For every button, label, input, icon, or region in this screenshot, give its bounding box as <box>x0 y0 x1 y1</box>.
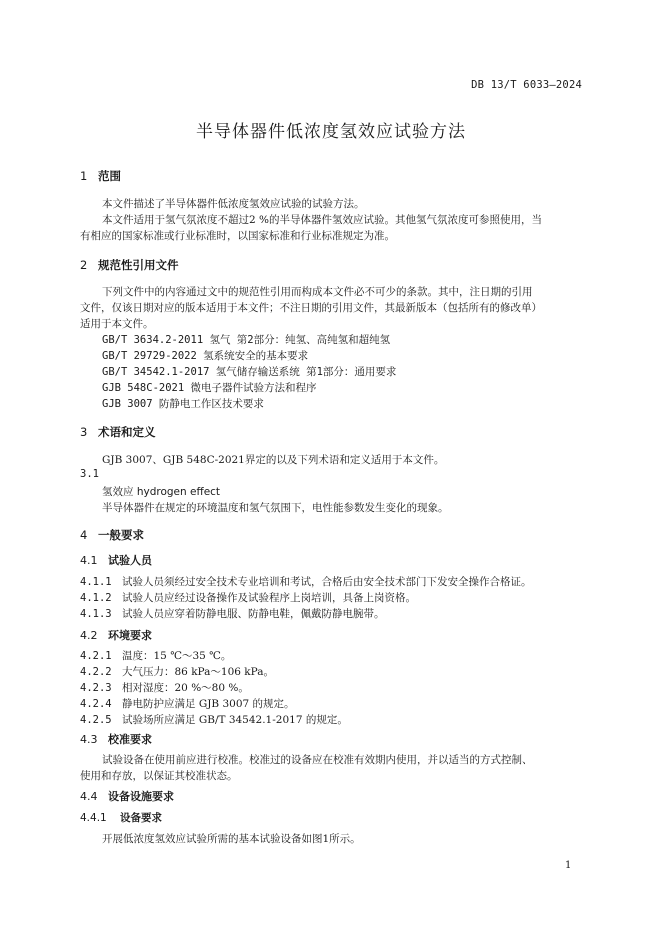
clause-number: 4.1.2 <box>80 592 112 604</box>
section-number: 3 <box>80 425 88 439</box>
section-3-heading <box>80 424 156 440</box>
clause-item <box>80 648 231 663</box>
subsubsection-number: 4.4.1 <box>80 812 107 824</box>
reference-item: GJB 3007 防静电工作区技术要求 <box>102 398 264 410</box>
clause-number: 4.2.4 <box>80 698 112 710</box>
subsection-title: 设备设施要求 <box>108 790 174 803</box>
standard-number: DB 13/T 6033—2024 <box>471 79 582 91</box>
clause-item <box>80 696 295 711</box>
subsection-4-3-heading <box>80 731 152 747</box>
section-1-para-2-line-2: 有相应的国家标准或行业标准时，以国家标准和行业标准规定为准。 <box>80 230 395 242</box>
clause-number: 4.2.3 <box>80 682 112 694</box>
reference-item: GJB 548C-2021 微电子器件试验方法和程序 <box>102 382 317 394</box>
subsubsection-4-4-1-para: 开展低浓度氢效应试验所需的基本试验设备如图1所示。 <box>102 833 361 845</box>
section-title: 术语和定义 <box>98 425 156 439</box>
subsection-4-4-heading <box>80 788 174 804</box>
section-title: 规范性引用文件 <box>98 258 179 272</box>
term-name: 氢效应 hydrogen effect <box>102 486 221 498</box>
clause-number: 4.2.5 <box>80 714 112 726</box>
clause-text: 大气压力：86 kPa～106 kPa。 <box>122 666 275 678</box>
page-number: 1 <box>565 860 572 871</box>
section-3-para: GJB 3007、GJB 548C-2021界定的以及下列术语和定义适用于本文件。 <box>102 454 445 466</box>
clause-item <box>80 574 532 589</box>
subsection-4-3-para-line-2: 使用和存放，以保证其校准状态。 <box>80 770 238 782</box>
subsection-title: 试验人员 <box>108 554 152 567</box>
subsubsection-4-4-1-heading <box>80 810 162 825</box>
section-number: 1 <box>80 169 88 183</box>
clause-text: 试验人员应穿着防静电服、防静电鞋，佩戴防静电腕带。 <box>122 608 385 620</box>
section-2-para-line-2: 文件，仅该日期对应的版本适用于本文件；不注日期的引用文件，其最新版本（包括所有的修改单） <box>80 302 542 314</box>
reference-item: GB/T 34542.1-2017 氢气储存输送系统 第1部分：通用要求 <box>102 366 397 378</box>
section-2-heading <box>80 257 179 273</box>
clause-text: 温度：15 ℃～35 ℃。 <box>122 650 232 662</box>
term-definition: 半导体器件在规定的环境温度和氢气氛围下，电性能参数发生变化的现象。 <box>102 502 449 514</box>
section-2-para-line-1: 下列文件中的内容通过文中的规范性引用而构成本文件必不可少的条款。其中，注日期的引用 <box>102 286 533 298</box>
subsection-number: 4.1 <box>80 554 98 567</box>
subsection-4-2-heading <box>80 627 152 643</box>
section-4-heading <box>80 527 144 543</box>
clause-item <box>80 712 348 727</box>
clause-number: 4.1.3 <box>80 608 112 620</box>
clause-item <box>80 606 385 621</box>
clause-item <box>80 664 274 679</box>
clause-text: 静电防护应满足 GJB 3007 的规定。 <box>122 698 295 710</box>
section-number: 4 <box>80 528 88 542</box>
subsubsection-title: 设备要求 <box>120 812 162 824</box>
section-1-heading <box>80 168 121 184</box>
clause-number: 4.2.1 <box>80 650 112 662</box>
section-1-para-2-line-1: 本文件适用于氢气氛浓度不超过2 %的半导体器件氢效应试验。其他氢气氛浓度可参照使用，当 <box>102 214 542 226</box>
section-title: 范围 <box>98 169 121 183</box>
clause-text: 试验人员须经过安全技术专业培训和考试，合格后由安全技术部门下发安全操作合格证。 <box>122 576 532 588</box>
clause-item <box>80 680 249 695</box>
clause-number: 4.2.2 <box>80 666 112 678</box>
subsection-number: 4.3 <box>80 733 98 746</box>
subsection-4-1-heading <box>80 552 152 568</box>
clause-number: 4.1.1 <box>80 576 112 588</box>
section-number: 2 <box>80 258 88 272</box>
subsection-4-3-para-line-1: 试验设备在使用前应进行校准。校准过的设备应在校准有效期内使用，并以适当的方式控制、 <box>102 754 533 766</box>
subsection-title: 环境要求 <box>108 629 152 642</box>
subsection-title: 校准要求 <box>108 733 152 746</box>
clause-text: 相对湿度：20 %～80 %。 <box>122 682 249 694</box>
clause-item <box>80 590 416 605</box>
subsection-number: 4.4 <box>80 790 98 803</box>
section-title: 一般要求 <box>98 528 144 542</box>
reference-item: GB/T 3634.2-2011 氢气 第2部分：纯氢、高纯氢和超纯氢 <box>102 334 391 346</box>
clause-text: 试验场所应满足 GB/T 34542.1-2017 的规定。 <box>122 714 348 726</box>
section-2-para-line-3: 适用于本文件。 <box>80 318 154 330</box>
subsection-number: 4.2 <box>80 629 98 642</box>
document-title: 半导体器件低浓度氢效应试验方法 <box>196 122 466 142</box>
reference-item: GB/T 29729-2022 氢系统安全的基本要求 <box>102 350 309 362</box>
clause-text: 试验人员应经过设备操作及试验程序上岗培训，具备上岗资格。 <box>122 592 416 604</box>
term-number: 3.1 <box>80 468 99 480</box>
section-1-para-1: 本文件描述了半导体器件低浓度氢效应试验的试验方法。 <box>102 198 365 210</box>
